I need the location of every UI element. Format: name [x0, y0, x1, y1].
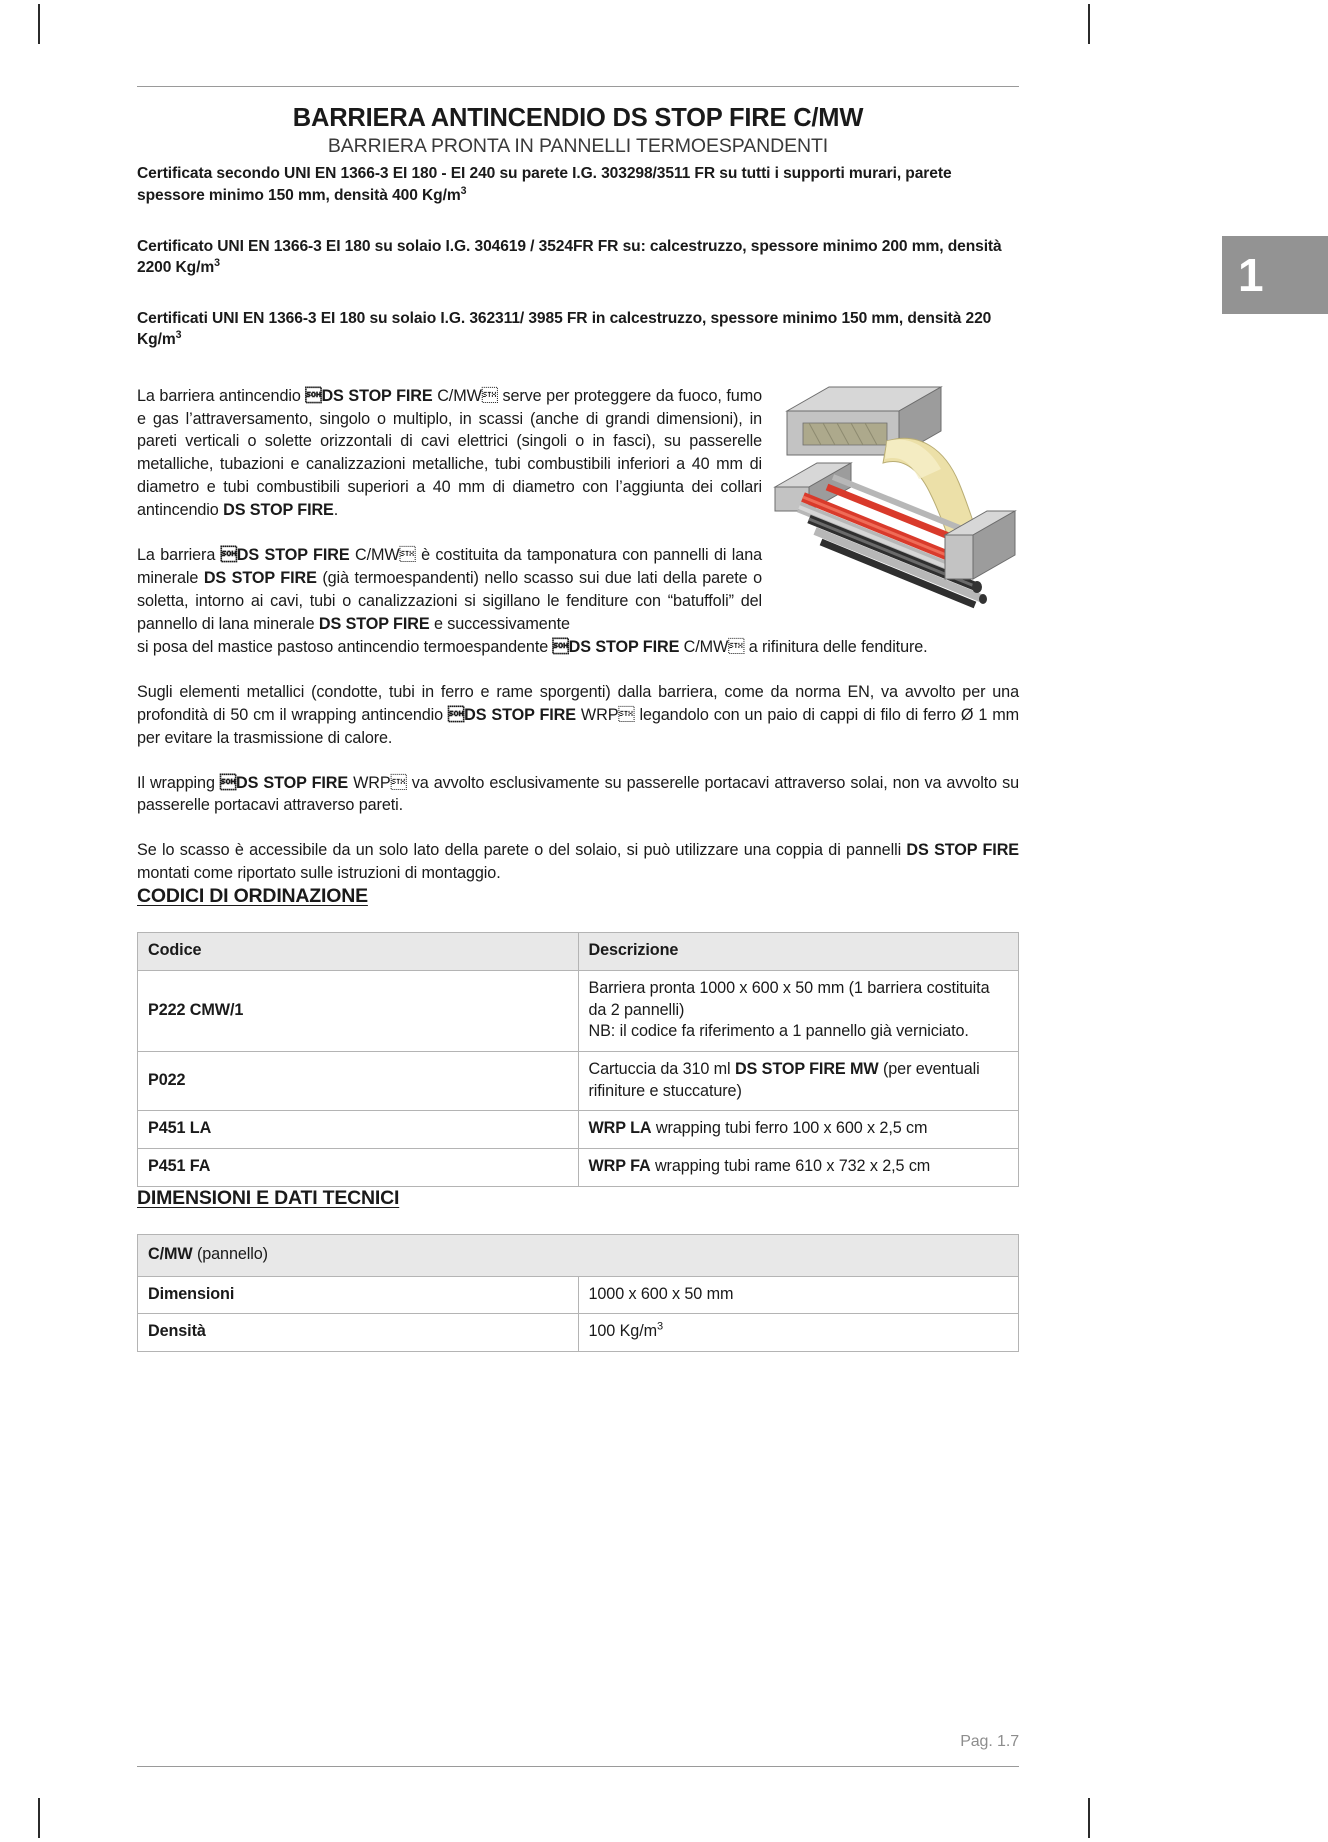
description-suffix: wrapping tubi ferro 100 x 600 x 2,5 cm [651, 1119, 928, 1138]
paragraph-description-2a: La barriera DS STOP FIRE C/MW è costituita da tamponatura con pannelli di lana minerale DS STOP FIRE (già termoespandenti) nello scasso sui due lati della parete o soletta, intorno ai cavi, tubi o canalizzazioni si sigillano le fenditure con “batuffoli” del pannello di lana minerale DS STOP FIRE e successivamente [137, 546, 762, 633]
cell-description [578, 1111, 1019, 1149]
footer-divider [137, 1766, 1019, 1767]
product-illustration [769, 379, 1019, 619]
cell-value: 100 $Kg/m^3$ [578, 1314, 1019, 1352]
table-row [138, 1276, 1019, 1314]
table-row [138, 970, 1019, 1051]
description-product-name: WRP LA [588, 1119, 652, 1138]
certification-line-1: Certificata secondo UNI EN 1366-3 EI 180 - EI 240 su parete I.G. 303298/3511 FR su tutti i supporti murari, parete spessore minimo 150 mm, densità 400 $Kg/m^3$ [137, 165, 952, 204]
section-heading-technical-data: DIMENSIONI E DATI TECNICI [137, 1186, 400, 1209]
cell-label: Densità [138, 1314, 579, 1352]
description-line-2: NB: il codice fa riferimento a 1 pannello già verniciato. [588, 1022, 969, 1041]
ordering-codes-table [137, 932, 1019, 1187]
description-block [137, 385, 1019, 886]
table-row [138, 1314, 1019, 1352]
paragraph-description-4: Il wrapping DS STOP FIRE WRP va avvolto esclusivamente su passerelle portacavi attraverso solai, non va avvolto su passerelle portacavi attraverso pareti. [137, 773, 1019, 815]
cell-code: P022 [138, 1052, 579, 1111]
paragraph-description-2b: si posa del mastice pastoso antincendio termoespandente DS STOP FIRE C/MW a rifinitura delle fenditure. [137, 637, 928, 656]
description-prefix: Cartuccia da 310 ml [588, 1060, 735, 1079]
cell-description [578, 970, 1019, 1051]
barrier-diagram-icon [769, 379, 1019, 619]
cell-code: P451 FA [138, 1149, 579, 1187]
column-header-codice: Codice [138, 933, 579, 971]
certification-line-3: Certificati UNI EN 1366-3 EI 180 su solaio I.G. 362311/ 3985 FR in calcestruzzo, spessore minimo 150 mm, densità 220 $Kg/m^3$ [137, 310, 992, 349]
page-subtitle: BARRIERA PRONTA IN PANNELLI TERMOESPANDENTI [327, 134, 829, 157]
technical-title-normal: (pannello) [192, 1244, 268, 1263]
cell-value: 1000 x 600 x 50 mm [578, 1276, 1019, 1314]
description-suffix: wrapping tubi rame 610 x 732 x 2,5 cm [650, 1157, 931, 1176]
table-row [138, 1149, 1019, 1187]
paragraph-description-1: La barriera antincendio DS STOP FIRE C/MW serve per proteggere da fuoco, fumo e gas l’attraversamento, singolo o multiplo, in scassi (anche di grandi dimensioni), in pareti verticali o solette orizzontali di cavi elettrici (singoli o in fasci), su passerelle metalliche, tubazioni e canalizzazioni metalliche, tubi combustibili inferiori a 40 mm di diametro e tubi combustibili superiori a 40 mm di diametro con l’aggiunta dei collari antincendio DS STOP FIRE. [137, 386, 762, 520]
table-row [138, 1052, 1019, 1111]
paragraph-description-3: Sugli elementi metallici (condotte, tubi in ferro e rame sporgenti) dalla barriera, come da norma EN, va avvolto per una profondità di 50 cm il wrapping antincendio DS STOP FIRE WRP legandolo con un paio di cappi di filo di ferro Ø 1 mm per evitare la trasmissione di calore. [137, 682, 1020, 747]
certification-line-2: Certificato UNI EN 1366-3 EI 180 su solaio I.G. 304619 / 3524FR FR su: calcestruzzo, spessore minimo 200 mm, densità 2200 $Kg/m^3$ [137, 237, 1002, 277]
paragraph-description-5: Se lo scasso è accessibile da un solo lato della parete o del solaio, si può utilizzare una coppia di pannelli DS STOP FIRE montati come riportato sulle istruzioni di montaggio. [137, 841, 1019, 883]
section-heading-ordering-codes: CODICI DI ORDINAZIONE [137, 885, 368, 908]
technical-data-table [137, 1234, 1019, 1352]
table-header-row [138, 933, 1019, 971]
technical-table-title [138, 1234, 1019, 1276]
cell-code: P222 CMW/1 [138, 970, 579, 1051]
document-content [137, 104, 1019, 1352]
cell-label: Dimensioni [138, 1276, 579, 1314]
column-header-descrizione: Descrizione [578, 933, 1019, 971]
technical-title-bold: C/MW [148, 1244, 193, 1263]
description-product-name: DS STOP FIRE MW [734, 1060, 879, 1079]
cell-code: P451 LA [138, 1111, 579, 1149]
cell-description [578, 1149, 1019, 1187]
description-product-name: WRP FA [588, 1157, 651, 1176]
description-suffix: (per eventuali rifiniture e stuccature) [588, 1060, 980, 1100]
header-divider [137, 86, 1019, 87]
cell-description [578, 1052, 1019, 1111]
page-title: BARRIERA ANTINCENDIO DS STOP FIRE C/MW [292, 104, 864, 132]
table-row [138, 1111, 1019, 1149]
description-line-1: Barriera pronta 1000 x 600 x 50 mm (1 barriera costituita da 2 pannelli) [588, 978, 990, 1019]
table-header-row [138, 1234, 1019, 1276]
page-section-tab: 1 [1222, 236, 1328, 314]
footer-page-number: Pag. 1.7 [960, 1733, 1019, 1750]
